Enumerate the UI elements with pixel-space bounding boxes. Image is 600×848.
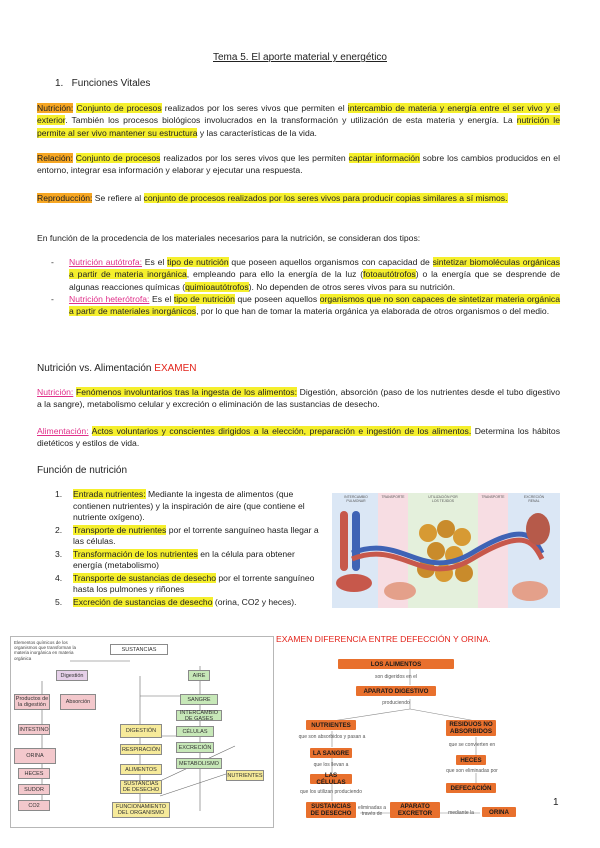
diagram-box: INTESTINO xyxy=(18,724,50,735)
step-item: 2. Transporte de nutrientes por el torrente sanguíneo hasta llegar a las células. xyxy=(55,524,319,546)
diagram-box: ALIMENTOS xyxy=(120,764,162,775)
page-title: Tema 5. El aporte material y energético xyxy=(213,52,387,63)
paragraph-nutricion: Nutrición: Conjunto de procesos realizados por los seres vivos que permiten el intercambio de materia y energía entre el ser vivo y el exterior. También los procesos biológicos involucrados en la transformación y utilización de esta materia y energía. La nutrición le permite al ser vivo mantener su estructura y las características de la vida. xyxy=(37,103,561,138)
mm-label: eliminadas a través de xyxy=(357,805,387,817)
illus-label: INTERCAMBIO PULMONAR xyxy=(344,495,368,503)
diagram-box: DIGESTIÓN xyxy=(120,724,162,738)
step-item: 1. Entrada nutrientes: Mediante la ingesta de alimentos (que contienen nutrientes) y la inspiración de aire (que contiene el nutriente oxígeno). xyxy=(55,489,305,522)
label-relacion: Relación: xyxy=(37,153,73,163)
mm-defecacion: DEFECACIÓN xyxy=(446,783,496,793)
step-item: 5. Excreción de sustancias de desecho (orina, CO2 y heces). xyxy=(55,596,297,607)
list-item-heterotrofa: - Nutrición heterótrofa: Es el tipo de nutrición que poseen aquellos organismos que no son capaces de sintetizar materia orgánica a partir de materiales inorgánicos, por lo que han de tomar la materia orgánica ya elaborada de otros organismos o del medio. xyxy=(44,293,560,318)
illus-label: TRANSPORTE xyxy=(381,495,405,499)
list-item-autotrofa: - Nutrición autótrofa: Es el tipo de nutrición que poseen aquellos organismos con capacidad de sintetizar biomoléculas orgánicas a partir de materia inorgánica, empleando para ello la energía de la luz (fotoautótrofos) o la energía que se desprende de algunas reacciones químicas (quimioautótrofos). No dependen de otros seres vivos para su nutrición. xyxy=(44,256,560,293)
steps-list xyxy=(55,489,321,608)
intro-tipos: En función de la procedencia de los materiales necesarios para la nutrición, se consideran dos tipos: xyxy=(37,233,421,243)
paragraph-def-alimentacion: Alimentación: Actos voluntarios y conscientes dirigidos a la elección, preparación e ingestión de los alimentos. Determina los hábitos dietéticos y estilos de vida. xyxy=(37,426,560,449)
examen-tag: EXAMEN xyxy=(154,363,197,374)
mm-celulas: LAS CÉLULAS xyxy=(310,774,352,784)
mm-sangre: LA SANGRE xyxy=(310,748,352,758)
diagram-box: METABOLISMO xyxy=(176,758,222,769)
diagram-box: FUNCIONAMIENTO DEL ORGANISMO xyxy=(112,802,170,818)
stomach-icon xyxy=(384,582,416,600)
label-reproduccion: Reproducción: xyxy=(37,193,93,203)
diagram-box: ORINA xyxy=(14,748,56,764)
illus-label: UTILIZACIÓN POR LOS TEJIDOS xyxy=(428,495,458,503)
nutricion-vs-alimentacion: Nutrición vs. Alimentación EXAMEN xyxy=(37,363,197,374)
mm-residuos: RESIDUOS NO ABSORBIDOS xyxy=(446,720,496,736)
mm-aparato-excretor: APARATO EXCRETOR xyxy=(390,802,440,818)
step-item: 4. Transporte de sustancias de desecho por el torrente sanguíneo hasta los pulmones y riñones xyxy=(55,572,315,594)
mm-label: son digeridos en el xyxy=(375,674,417,680)
diagram-box: HECES xyxy=(18,768,50,779)
diagram-box: RESPIRACIÓN xyxy=(120,744,162,755)
diagram-box: SUSTANCIAS xyxy=(110,644,168,655)
mm-label: que los llevan a xyxy=(313,762,349,768)
diagram-box: INTERCAMBIO DE GASES xyxy=(176,710,222,721)
diagram-box: SUDOR xyxy=(18,784,50,795)
paragraph-reproduccion: Reproducción: Se refiere al conjunto de procesos realizados por los seres vivos para producir copias similares a sí mismos. xyxy=(37,193,508,203)
diagram-caption: Elementos químicos de los organismos que transforman la materia inorgánica en materia orgánica xyxy=(14,640,77,661)
mm-heces: HECES xyxy=(456,755,486,765)
mm-orina: ORINA xyxy=(482,807,516,817)
diagram-box: SUSTANCIAS DE DESECHO xyxy=(120,780,162,794)
nutrition-process-illustration xyxy=(332,493,560,608)
mm-label: produciendo xyxy=(382,700,410,706)
mm-label: que los utilizan produciendo xyxy=(300,789,362,795)
mm-alimentos: LOS ALIMENTOS xyxy=(338,659,454,669)
mm-label: que son absorbidos y pasan a xyxy=(298,734,366,740)
diagram-box: SANGRE xyxy=(180,694,218,705)
mm-label: que son eliminadas por xyxy=(446,768,498,774)
funcion-nutricion-heading: Función de nutrición xyxy=(37,465,128,476)
paragraph-def-nutricion: Nutrición: Fenómenos involuntarios tras la ingesta de los alimentos: Digestión, absorción (paso de los nutrientes desde el tubo digestivo a la sangre), metabolismo celular y excreción o eliminación de las sustancias de desecho. xyxy=(37,387,560,410)
diagram-box: CO2 xyxy=(18,800,50,811)
diagram-box: Absorción xyxy=(60,694,96,710)
diagram-box: EXCRECIÓN xyxy=(176,742,214,753)
examen-diferencia-heading: EXAMEN DIFERENCIA ENTRE DEFECCIÓN Y ORINA. xyxy=(276,634,491,644)
illus-label: EXCRECIÓN RENAL xyxy=(523,495,545,503)
diagram-box: NUTRIENTES xyxy=(226,770,264,781)
label-nutricion: Nutrición: xyxy=(37,103,74,113)
diagram-box: Productos de la digestión xyxy=(15,696,49,708)
mm-nutrientes: NUTRIENTES xyxy=(306,720,356,730)
diagram-box: Digestión xyxy=(56,670,88,681)
illus-label: TRANSPORTE xyxy=(481,495,505,499)
mm-label: que se convierten en xyxy=(448,742,496,748)
mm-aparato-digestivo: APARATO DIGESTIVO xyxy=(356,686,436,696)
section-funciones-vitales: 1. Funciones Vitales xyxy=(55,78,151,89)
step-item: 3. Transformación de los nutrientes en la célula para obtener energía (metabolismo) xyxy=(55,548,295,570)
mm-label: mediante la xyxy=(448,810,474,816)
tipos-nutricion-list xyxy=(44,256,560,317)
diagram-box: AIRE xyxy=(188,670,210,681)
page-number: 1 xyxy=(553,797,559,808)
mm-sustancias: SUSTANCIAS DE DESECHO xyxy=(306,802,356,818)
diagram-box: CÉLULAS xyxy=(176,726,214,737)
paragraph-relacion: Relación: Conjunto de procesos realizados por los seres vivos que les permiten captar información sobre los cambios producidos en el entorno, integrar esa información y elaborar y ejecutar una respuesta. xyxy=(37,153,561,176)
